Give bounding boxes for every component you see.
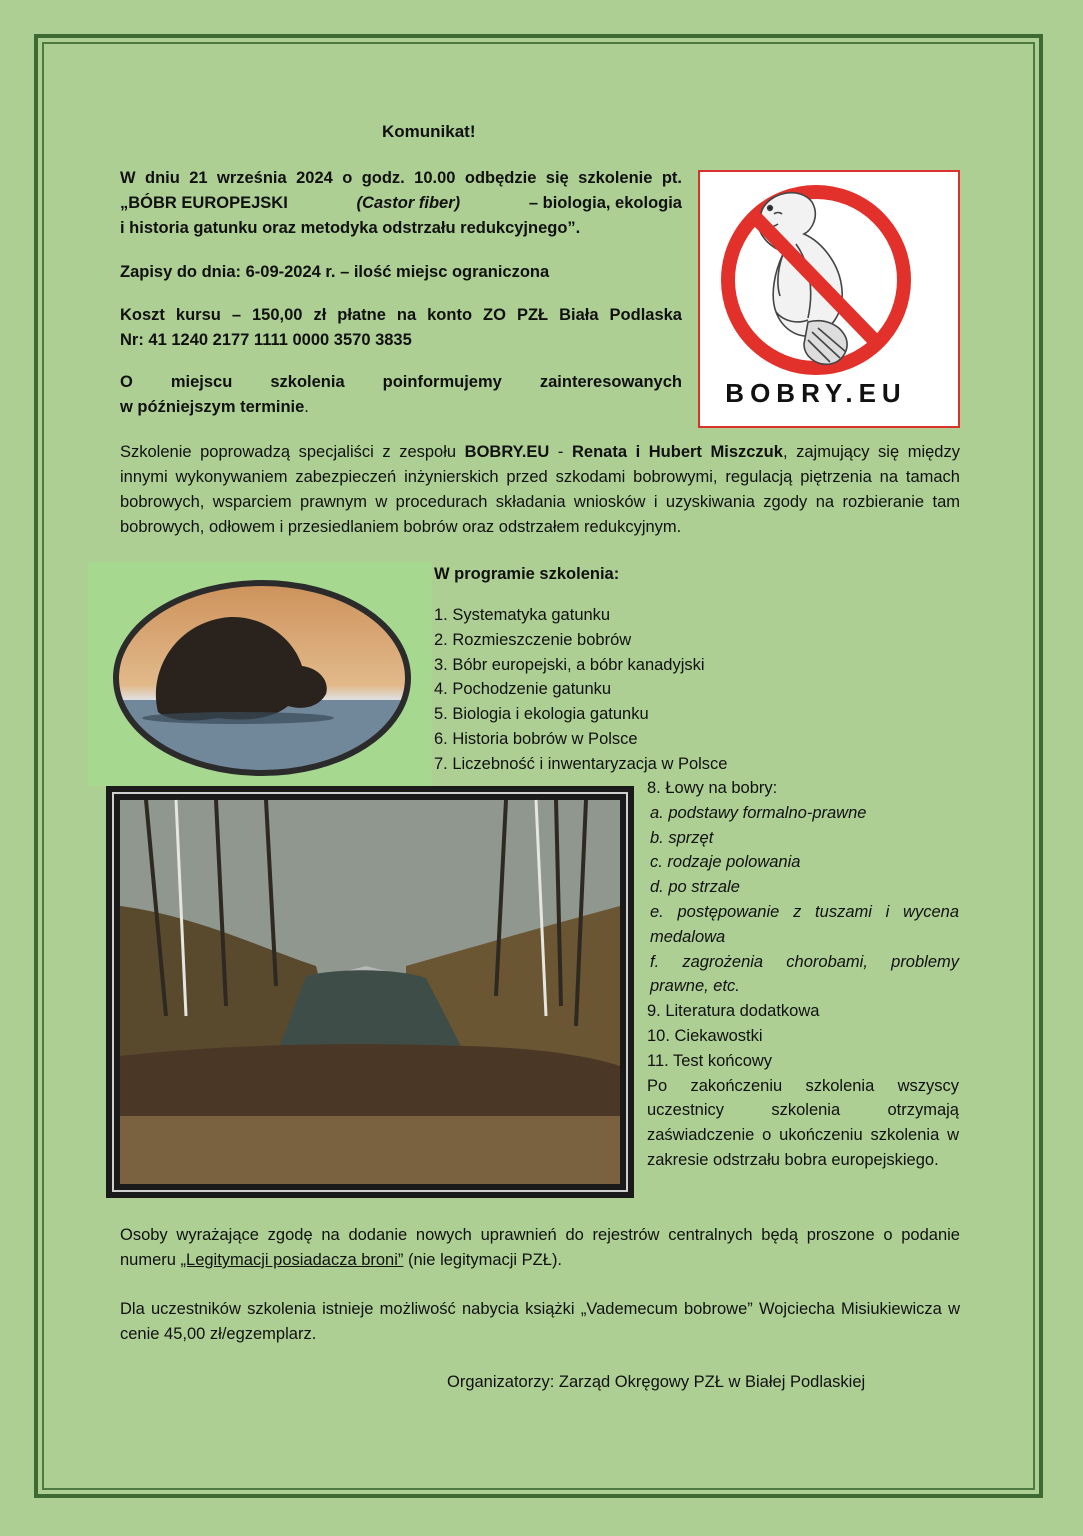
place-block <box>120 370 682 420</box>
intro-line-2 <box>120 191 682 216</box>
program-list <box>434 603 727 777</box>
program-item: 10. Ciekawostki <box>647 1026 763 1045</box>
weapon-license-link[interactable]: „Legitymacji posiadacza broni” <box>180 1251 404 1269</box>
trainers-org: BOBRY.EU <box>464 443 550 461</box>
cost-line: Koszt kursu – 150,00 zł płatne na konto ZO PZŁ Biała Podlaska <box>120 306 682 324</box>
program-subitem: a. podstawy formalno-prawne <box>650 803 867 822</box>
book-paragraph: Dla uczestników szkolenia istnieje możliwość nabycia książki „Vademecum bobrowe” Wojciecha Misiukiewicza w cenie 45,00 zł/egzemplarz. <box>120 1300 960 1343</box>
program-item: 1. Systematyka gatunku <box>434 606 611 624</box>
cost-block <box>120 303 682 353</box>
trainers-sep: - <box>549 443 572 461</box>
page-title: Komunikat! <box>382 122 476 141</box>
program-heading: W programie szkolenia: <box>434 565 620 583</box>
trainers-paragraph <box>120 440 960 540</box>
program-item: 7. Liczebność i inwentaryzacja w Polsce <box>434 754 728 773</box>
program-subitem: c. rodzaje polowania <box>650 853 801 872</box>
program-item: 11. Test końcowy <box>647 1051 773 1070</box>
bank-account: Nr: 41 1240 2177 1111 0000 3570 3835 <box>120 331 412 349</box>
place-dot: . <box>304 398 309 416</box>
certificate-note: Po zakończeniu szkolenia wszyscy uczestnicy szkolenia otrzymają zaświadczenie o ukończeniu szkolenia w zakresie odstrzału bobra europejskiego. <box>647 1076 959 1169</box>
beaver-sketch-icon <box>758 193 847 365</box>
permits-paragraph <box>120 1223 960 1273</box>
beaver-photo <box>88 562 432 786</box>
intro-block <box>120 166 682 241</box>
trainers-lead: Szkolenie poprowadzą specjaliści z zespołu <box>120 443 457 461</box>
program-subitem: f. zagrożenia chorobami, problemy prawne, etc. <box>650 952 959 996</box>
program-subitem: b. sprzęt <box>650 828 714 847</box>
program-item: 3. Bóbr europejski, a bóbr kanadyjski <box>434 655 705 674</box>
permits-text-end: (nie legitymacji PZŁ). <box>403 1251 563 1269</box>
trainers-rest: , zajmujący się między innymi wykonywaniem zabezpieczeń inżynierskich przed szkodami bobrowymi, regulacją piętrzenia na tamach bobrowych, wsparciem prawnym w procedurach składania wniosków i uzyskiwania zgody na rozbieranie tam bobrowych, odłowem i przesiedlaniem bobrów oraz odstrzałem redukcyjnym. <box>120 443 960 536</box>
beaver-dam-image <box>106 786 634 1198</box>
intro-subtitle: – biologia, ekologia <box>528 194 682 212</box>
program-subitem: d. po strzale <box>650 878 740 897</box>
trainers-names: Renata i Hubert Miszczuk <box>571 443 783 461</box>
logo-text: BOBRY.EU <box>725 378 907 408</box>
program-item: 9. Literatura dodatkowa <box>647 1002 820 1021</box>
program-continuation <box>647 776 959 1173</box>
intro-title: „BÓBR EUROPEJSKI <box>120 194 288 212</box>
intro-line-1: W dniu 21 września 2024 o godz. 10.00 odbędzie się szkolenie pt. <box>120 169 682 187</box>
program-subitem: e. postępowanie z tuszami i wycena medalowa <box>650 902 959 946</box>
organizers: Organizatorzy: Zarząd Okręgowy PZŁ w Białej Podlaskiej <box>447 1373 866 1391</box>
no-beaver-icon <box>700 172 958 426</box>
place-line-1: O miejscu szkolenia poinformujemy zainteresowanych <box>120 373 682 391</box>
program-item: 8. Łowy na bobry: <box>647 779 778 797</box>
intro-line-3: i historia gatunku oraz metodyka odstrzału redukcyjnego”. <box>120 219 581 237</box>
program-item: 5. Biologia i ekologia gatunku <box>434 705 649 724</box>
beaver-photo-panel <box>88 562 432 786</box>
program-item: 4. Pochodzenie gatunku <box>434 680 612 699</box>
program-item: 6. Historia bobrów w Polsce <box>434 729 638 748</box>
program-item: 2. Rozmieszczenie bobrów <box>434 630 632 649</box>
permits-text: Osoby wyrażające zgodę na dodanie nowych uprawnień do rejestrów centralnych będą proszone o podanie numeru <box>120 1226 960 1269</box>
signup-deadline: Zapisy do dnia: 6-09-2024 r. – ilość miejsc ograniczona <box>120 263 550 281</box>
place-line-2: w późniejszym terminie <box>120 398 305 416</box>
intro-latin-name: (Castor fiber) <box>356 194 461 212</box>
bobry-logo <box>698 170 960 428</box>
beaver-dam-photo <box>106 786 634 1198</box>
